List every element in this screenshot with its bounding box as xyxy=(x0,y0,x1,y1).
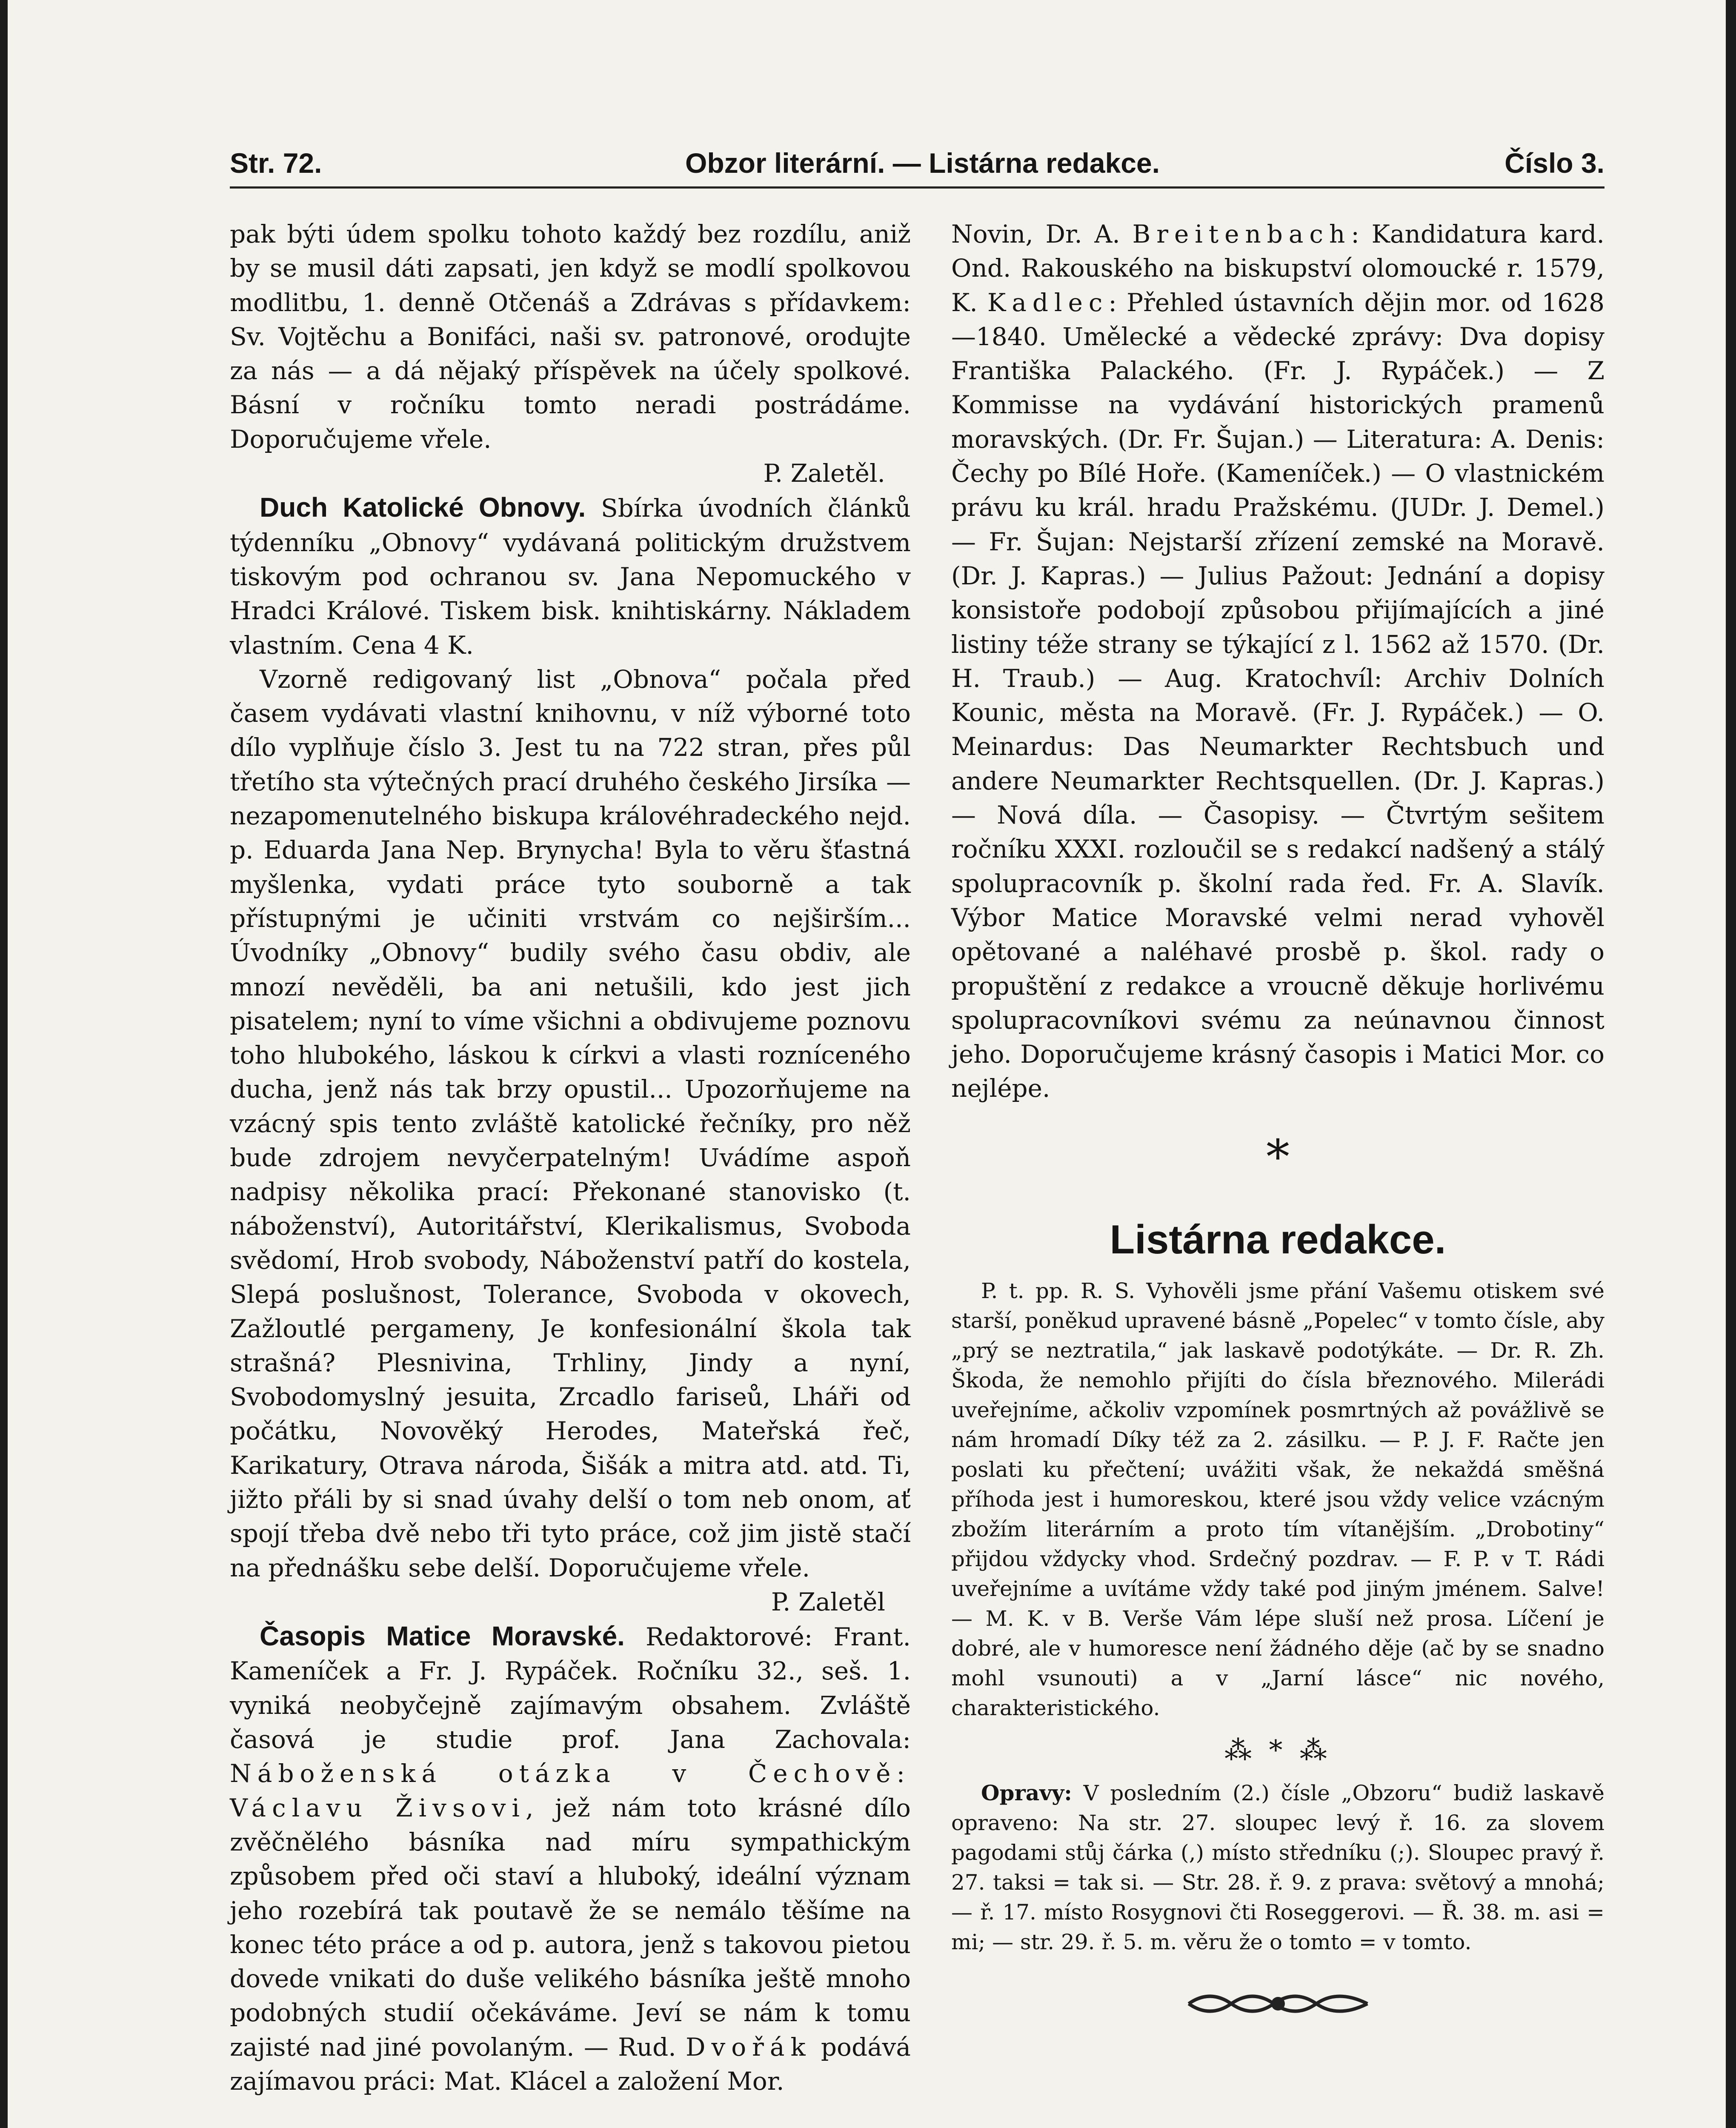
listarna-text: P. t. pp. R. S. Vyhověli jsme přání Vašemu otiskem své starší, poněkud upravené básně „Popelec“ v tomto čísle, aby „prý se neztratila,“ jak laskavě podotýkáte. — Dr. R. Zh. Škoda, že nemohlo přijíti do čísla březnového. Milerádi uveřejníme, ačkoliv vzpomínek posmrtných až povážlivě se nám hromadí Díky též za 2. zásilku. — P. J. F. Račte jen poslati ku přečtení; uvážiti však, že nekaždá směšná příhoda jest i humoreskou, které jsou vždy velice vzácným zbožím literárním a proto tím vítanějším. „Drobotiny“ přijdou vždycky vhod. Srdečný pozdrav. — F. P. v T. Rádi uveřejníme a uvítáme vždy také pod jiným jménem. Salve! — M. K. v B. Verše Vám lépe sluší než prosa. Líčení je dobré, ale v humoresce není žádného děje (ač by se snadno mohl vsunouti) a v „Jarní lásce“ nic nového, charakteristického. xyxy=(951,1278,1604,1720)
cont-name-kadlec: Kadlec xyxy=(987,288,1109,317)
matice-continuation xyxy=(951,217,1604,1106)
running-header xyxy=(230,147,1604,181)
matice-text-c: podává zajímavou práci: Mat. Klácel a založení Mor. xyxy=(230,2032,911,2096)
review-paragraph-1: pak býti údem spolku tohoto každý bez rozdílu, aniž by se musil dáti zapsati, jen když se modlí spolkovou modlitbu, 1. denně Otčenáš a Zdrávas s přídavkem: Sv. Vojtěchu a Bonifáci, naši sv. patronové, orodujte za nás — a dá nějaký příspěvek na účely spolkové. Básní v ročníku tomto neradi postrádáme. Doporučujeme vřele. xyxy=(230,220,911,454)
signature-zaletel-1: P. Zaletěl. xyxy=(763,459,885,488)
signature-zaletel-2: P. Zaletěl xyxy=(771,1587,885,1616)
page-number: Str. 72. xyxy=(230,147,322,179)
left-column xyxy=(230,217,911,2098)
cont-name-breitenbach: Breitenbach xyxy=(1132,220,1351,249)
end-ornament-icon xyxy=(1184,1987,1372,2021)
corrections-paragraph xyxy=(951,1778,1604,1957)
scan-edge-right xyxy=(1726,0,1736,2128)
matice-name-dvorak: Dvořák xyxy=(685,2032,812,2062)
review-paragraph-3: Vzorně redigovaný list „Obnova“ počala před časem vydávati vlastní knihovnu, v níž výborné toto dílo vyplňuje číslo 3. Jest tu na 722 stran, přes půl třetího sta výtečných prací druhého českého Jirsíka — nezapomenutelného biskupa královéhradeckého nejd. p. Eduarda Jana Nep. Brynycha! Byla to věru šťastná myšlenka, vydati práce tyto souborně a tak přístupnými je učiniti vrstvám co nejširším... Úvodníky „Obnovy“ budily svého času obdiv, ale mnozí nevěděli, ba ani netušili, kdo jest jich pisatelem; nyní to víme všichni a obdivujeme poznovu toho hlubokého, láskou k církvi a vlasti rozníceného ducha, jenž nás tak brzy opustil... Upozorňujeme na vzácný spis tento zvláště katolické řečníky, pro něž bude zdrojem nevyčerpatelným! Uvádíme aspoň nadpisy několika prací: Překonané stanovisko (t. náboženství), Autoritářství, Klerikalismus, Svoboda svědomí, Hrob svobody, Náboženství patří do kostela, Slepá poslušnost, Tolerance, Svoboda v okovech, Zažloutlé pergameny, Je konfesionální škola tak strašná? Plesnivina, Trhliny, Jindy a nyní, Svobodomyslný jesuita, Zrcadlo fariseů, Lháři od počátku, Novověký Herodes, Mateřská řeč, Karikatury, Otrava národa, Šišák a mitra atd. atd. Ti, jižto přáli by si snad úvahy delší o tom neb onom, ať spojí třeba dvě nebo tři tyto práce, což jim jistě stačí na přednášku sebe delší. Doporučujeme vřele. xyxy=(230,664,911,1582)
ornament-separator: ⁂ * ⁂ xyxy=(1224,1734,1331,1766)
review-duch-katolicke-obnovy xyxy=(230,490,911,662)
running-title: Obzor literární. — Listárna redakce. xyxy=(685,147,1160,179)
matice-text-b: , jež nám toto krásné dílo zvěčnělého básníka nad míru sympathickým způsobem před oči staví a hluboký, ideální význam jeho rozebírá tak poutavě že se nemálo těšíme na konec této práce a od p. autora, jenž s takovou pietou dovede vnikati do duše velikého básníka ještě mnoho podobných studií očekáváme. Jeví se nám k tomu zajisté nad jiné povolaným. — Rud. xyxy=(230,1793,911,2062)
cont-text-b: : Kandidatura kard. Ond. Rakouského na biskupství olomoucké r. 1579, K. xyxy=(951,220,1604,317)
review-title-obnovy: Duch Katolické Obnovy. xyxy=(260,492,586,523)
scan-edge-left xyxy=(0,0,8,2128)
matice-spaced-title: Náboženská otázka v Čechově: Václavu Živsovi xyxy=(230,1759,911,1822)
corrections-text: V posledním (2.) čísle „Obzoru“ budiž laskavě opraveno: Na str. 27. sloupec levý ř. 16. za slovem pagodami stůj čárka (,) místo středníku (;). Sloupec pravý ř. 27. taksi = tak si. — Str. 28. ř. 9. z prava: světový a mnohá; — ř. 17. místo Rosygnovi čti Roseggerovi. — Ř. 38. m. asi = mi; — str. 29. ř. 5. m. věru že o tomto = v tomto. xyxy=(951,1780,1604,1954)
review-casopis-matice xyxy=(230,1619,911,2098)
matice-text-a: Redaktorové: Frant. Kameníček a Fr. J. Rypáček. Ročníku 32., seš. 1. vyniká neobyčejně zajímavým obsahem. Zvláště časová je studie prof. Jana Zachovala: xyxy=(230,1622,911,1754)
cont-text-a: Novin, Dr. A. xyxy=(951,220,1133,249)
right-column xyxy=(951,217,1604,2021)
asterisk-separator: * xyxy=(1266,1129,1290,1184)
header-rule xyxy=(230,186,1604,189)
issue-number: Číslo 3. xyxy=(1504,147,1604,179)
corrections-label: Opravy: xyxy=(981,1780,1072,1805)
listarna-heading: Listárna redakce. xyxy=(1110,1216,1446,1262)
cont-text-c: : Přehled ústavních dějin mor. od 1628—1840. Umělecké a vědecké zprávy: Dva dopisy Františka Palackého. (Fr. J. Rypáček.) — Z Kommisse na vydávání historických pramenů moravských. (Dr. Fr. Šujan.) — Literatura: A. Denis: Čechy po Bílé Hoře. (Kameníček.) — O vlastnickém právu ku král. hradu Pražskému. (JUDr. J. Demel.) — Fr. Šujan: Nejstarší zřízení zemské na Moravě. (Dr. J. Kapras.) — Julius Pažout: Jednání a dopisy konsistoře podobojí způsobou přijímajících a jiné listiny téže strany se týkající z l. 1562 až 1570. (Dr. H. Traub.) — Aug. Kratochvíl: Archiv Dolních Kounic, města na Moravě. (Fr. J. Rypáček.) — O. Meinardus: Das Neumarkter Rechtsbuch und andere Neumarkter Rechtsquellen. (Dr. J. Kapras.) — Nová díla. — Časopisy. — Čtvrtým sešitem ročníku XXXI. rozloučil se s redakcí nadšený a stálý spolupracovník p. školní rada řed. Fr. A. Slavík. Výbor Matice Moravské velmi nerad vyhověl opětované a naléhavé prosbě p. škol. rady o propuštění z redakce a vroucně děkuje horlivému spolupracovníkovi svému za neúnavnou činnost jeho. Doporučujeme krásný časopis i Matici Mor. co nejlépe. xyxy=(951,288,1604,1103)
review-title-matice: Časopis Matice Moravské. xyxy=(260,1621,625,1652)
review-obnovy-details: Sbírka úvodních článků týdenníku „Obnovy“ vydávaná politickým družstvem tiskovým pod ochranou sv. Jana Nepomuckého v Hradci Králové. Tiskem bisk. knihtiskárny. Nákladem vlastním. Cena 4 K. xyxy=(230,494,911,660)
